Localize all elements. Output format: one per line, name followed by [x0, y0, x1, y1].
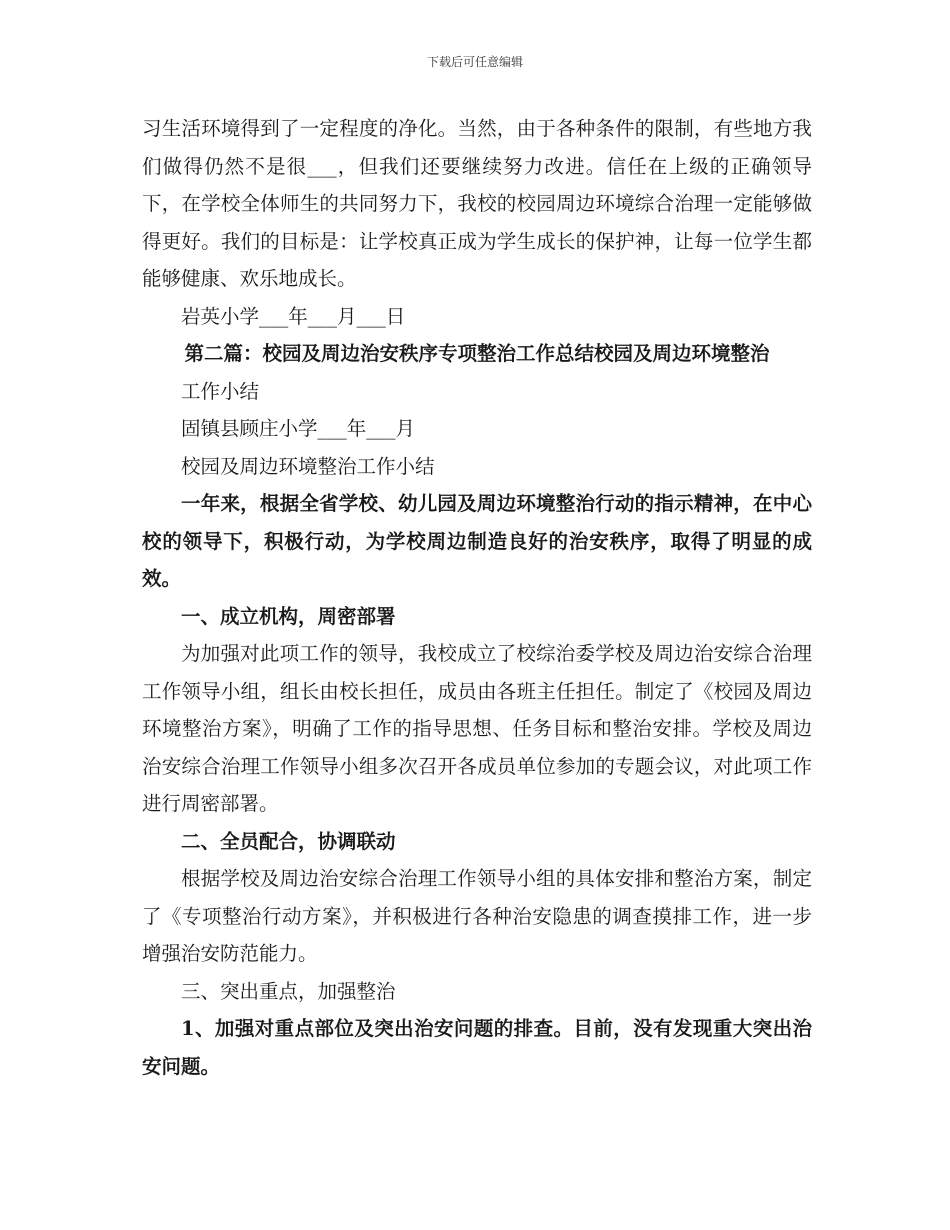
heading-2: 二、全员配合，协调联动	[181, 829, 396, 853]
intro-paragraph: 一年来，根据全省学校、幼儿园及周边环境整治行动的指示精神，在中心校的领导下，积极行动，为学校周边制造良好的治安秩序，取得了明显的成效。	[142, 492, 812, 590]
paragraph-continuation: 习生活环境得到了一定程度的净化。当然，由于各种条件的限制，有些地方我们做得仍然不是很___，但我们还要继续努力改进。信任在上级的正确领导下，在学校全体师生的共同努力下，我校的校园周边环境综合治理一定能够做得更好。我们的目标是：让学校真正成为学生成长的保护神，让每一位学生都能够健康、欢乐地成长。	[142, 117, 812, 290]
paragraph-3: 1、加强对重点部位及突出治安问题的排查。目前，没有发现重大突出治安问题。	[142, 1017, 812, 1078]
document-body	[142, 110, 812, 1085]
paragraph-2: 根据学校及周边治安综合治理工作领导小组的具体安排和整治方案，制定了《专项整治行动方案》，并积极进行各种治安隐患的调查摸排工作，进一步增强治安防范能力。	[142, 867, 812, 965]
section-title: 第二篇：校园及周边治安秩序专项整治工作总结校园及周边环境整治	[184, 342, 770, 365]
heading-1: 一、成立机构，周密部署	[181, 604, 396, 628]
page-header: 下载后可任意编辑	[426, 55, 523, 69]
date-line: 岩英小学___年___月___日	[181, 304, 406, 328]
subtitle-line: 工作小结	[181, 379, 260, 403]
summary-title-line: 校园及周边环境整治工作小结	[181, 454, 435, 478]
heading-3: 三、突出重点，加强整治	[181, 979, 396, 1003]
school-date-line: 固镇县顾庄小学___年___月	[181, 417, 416, 440]
paragraph-1: 为加强对此项工作的领导，我校成立了校综治委学校及周边治安综合治理工作领导小组，组长由校长担任，成员由各班主任担任。制定了《校园及周边环境整治方案》，明确了工作的指导思想、任务目标和整治安排。学校及周边治安综合治理工作领导小组多次召开各成员单位参加的专题会议，对此项工作进行周密部署。	[142, 642, 812, 815]
